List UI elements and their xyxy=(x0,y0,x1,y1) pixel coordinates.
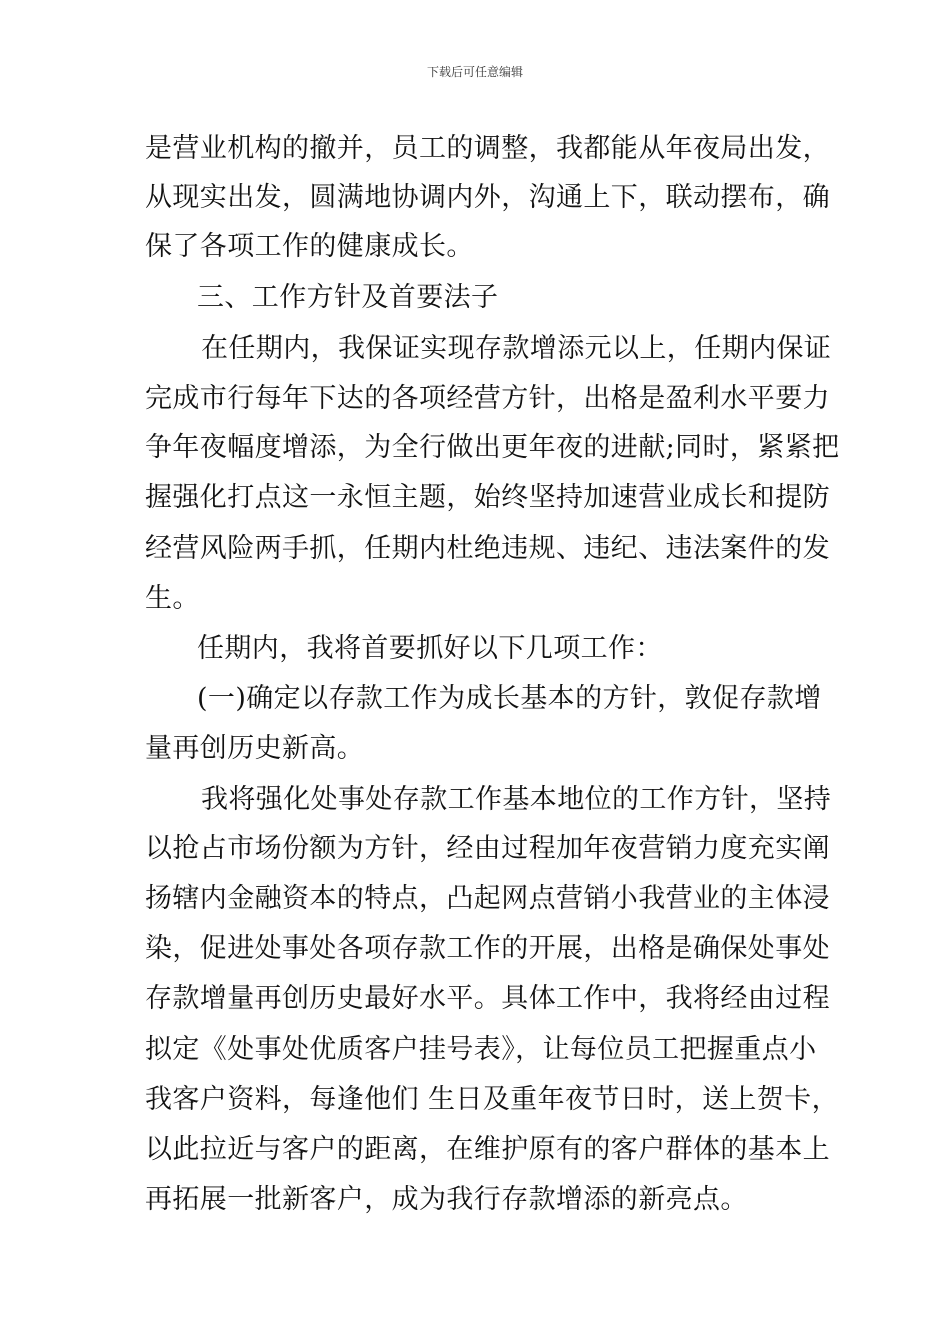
body-line: 我将强化处事处存款工作基本地位的工作方针，坚持 xyxy=(201,784,832,815)
body-line: 在任期内，我保证实现存款增添元以上，任期内保证 xyxy=(201,333,832,364)
body-line: 保了各项工作的健康成长。 xyxy=(145,231,474,262)
body-line: 以抢占市场份额为方针，经由过程加年夜营销力度充实阐 xyxy=(145,833,830,864)
body-line: 扬辖内金融资本的特点，凸起网点营销小我营业的主体浸 xyxy=(145,883,830,914)
body-line: 染，促进处事处各项存款工作的开展，出格是确保处事处 xyxy=(145,933,830,964)
body-line: 拟定《处事处优质客户挂号表》，让每位员工把握重点小 xyxy=(145,1034,817,1065)
body-line: 完成市行每年下达的各项经营方针，出格是盈利水平要力 xyxy=(145,383,830,414)
body-line: 存款增量再创历史最好水平。具体工作中，我将经由过程 xyxy=(145,983,830,1014)
body-line: 以此拉近与客户的距离，在维护原有的客户群体的基本上 xyxy=(145,1134,830,1165)
body-line: 从现实出发，圆满地协调内外，沟通上下，联动摆布，确 xyxy=(145,182,830,213)
body-line: 我客户资料，每逢他们 生日及重年夜节日时，送上贺卡， xyxy=(145,1084,839,1115)
body-line: 再拓展一批新客户，成为我行存款增添的新亮点。 xyxy=(145,1184,748,1215)
body-line: 握强化打点这一永恒主题，始终坚持加速营业成长和提防 xyxy=(145,482,830,513)
body-line: 是营业机构的撤并，员工的调整，我都能从年夜局出发， xyxy=(145,133,830,164)
body-line: 任期内，我将首要抓好以下几项工作： xyxy=(197,633,663,664)
body-line: 争年夜幅度增添，为全行做出更年夜的进献;同时，紧紧把 xyxy=(145,432,840,463)
page-header: 下载后可任意编辑 xyxy=(426,65,523,79)
body-line: 生。 xyxy=(145,583,200,614)
section-heading: 三、工作方针及首要法子 xyxy=(197,282,499,313)
sub-heading: (一)确定以存款工作为成长基本的方针，敦促存款增 xyxy=(197,683,822,714)
sub-heading: 量再创历史新高。 xyxy=(145,733,365,764)
body-line: 经营风险两手抓，任期内杜绝违规、违纪、违法案件的发 xyxy=(145,533,830,564)
